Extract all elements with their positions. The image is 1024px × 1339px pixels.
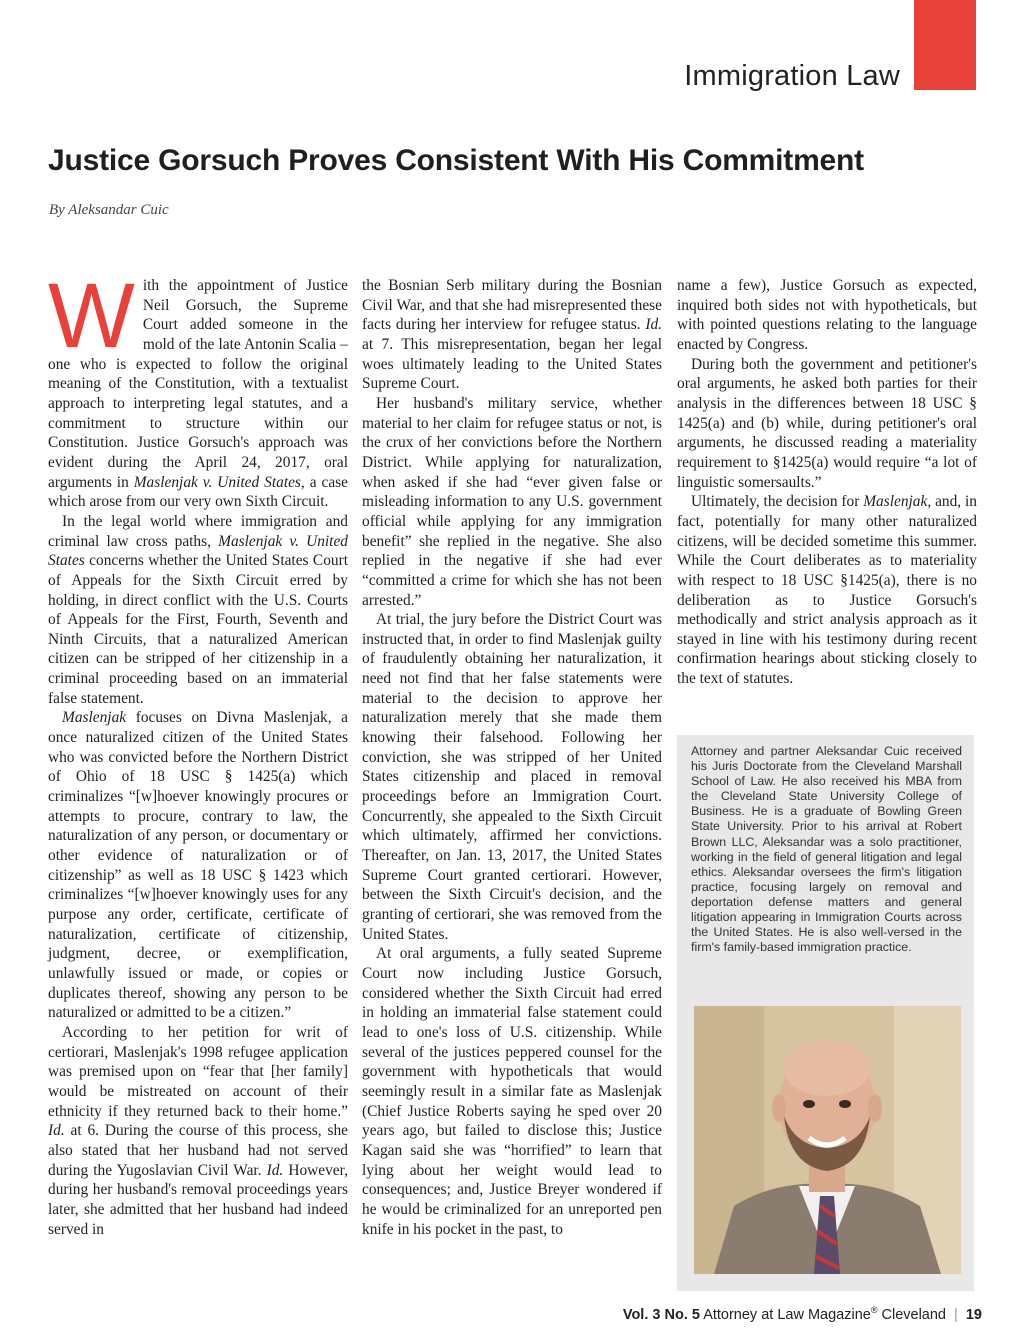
author-bio-box [677,735,974,1291]
paragraph: In the legal world where immigration and criminal law cross paths, Maslenjak v. United States concerns whether the United States Court of Appeals for the Sixth Circuit erred by holding, in direct conflict with the U.S. Courts of Appeals for the First, Fourth, Seventh and Ninth Circuits, that a naturalized American citizen can be stripped of her citizenship in a criminal proceeding based on an immaterial false statement. [48,512,348,707]
footer-separator: | [954,1306,958,1323]
paragraph: During both the government and petitioner's oral arguments, he asked both parties for their analysis in the differences between 18 USC § 1425(a) and (b) while, during petitioner's oral arguments, he discussed reading a materiality requirement to §1425(a) would require “a lot of linguistic somersaults.” [677,355,977,491]
magazine-name: Attorney at Law Magazine [703,1306,871,1323]
paragraph: the Bosnian Serb military during the Bosnian Civil War, and that she had misrepresented these facts during her interview for refugee status. Id. at 7. This misrepresentation, began her legal woes ultimately leading to the United States Supreme Court. [362,277,662,393]
author-photo [694,1006,961,1274]
paragraph: With the appointment of Justice Neil Gorsuch, the Supreme Court added someone in the mold of the late Antonin Scalia – one who is expected to follow the original meaning of the Constitution, with a textualist approach to interpreting legal statutes, and a commitment to structure within our Constitution. Justice Gorsuch's approach was evident during the April 24, 2017, oral arguments in Maslenjak v. United States, a case which arose from our very own Sixth Circuit. [48,265,349,511]
magazine-city: Cleveland [881,1306,947,1323]
article-column-1 [48,265,349,1239]
article-column-3 [677,276,977,689]
paragraph: At oral arguments, a fully seated Supreme Court now including Justice Gorsuch, considered whether the Sixth Circuit had erred in holding an immaterial false statement could lead to one's loss of U.S. citizenship. While several of the justices peppered counsel for the government with hypotheticals that would seemingly result in a similar fate as Maslenjak (Chief Justice Roberts saying he sped over 20 years ago, but failed to disclose this; Justice Kagan said she was “horrified” to learn that lying about her weight would lead to consequences; and, Justice Breyer wondered if he would be criminalized for an unreported pen knife in his pocket in the past, to [362,945,662,1238]
issue-number: Vol. 3 No. 5 [622,1306,700,1323]
registered-mark: ® [870,1305,878,1315]
author-portrait-illustration [694,1006,961,1274]
page-number: 19 [965,1306,982,1323]
paragraph: According to her petition for writ of certiorari, Maslenjak's 1998 refugee application was premised upon on “fear that [her family] would be mistreated on account of their ethnicity if they returned back to their home.” Id. at 6. During the course of this process, she also stated that her husband had not served during the Yugoslavian Civil War. Id. However, during her husband's removal proceedings years later, she admitted that her husband had indeed served in [48,1023,348,1238]
byline: By Aleksandar Cuic [49,202,169,218]
paragraph: name a few), Justice Gorsuch as expected, inquired both sides not with hypotheticals, but with pointed questions relating to the language enacted by Congress. [677,277,977,353]
author-bio-text: Attorney and partner Aleksandar Cuic received his Juris Doctorate from the Cleveland Marshall School of Law. He also received his MBA from the Cleveland State University College of Business. He is a graduate of Bowling Green State University. Prior to his arrival at Robert Brown LLC, Aleksandar was a solo practitioner, working in the field of general litigation and legal ethics. Aleksandar oversees the firm's litigation practice, focusing largely on removal and deportation defense matters and general litigation appearing in Immigration Courts across the United States. He is also well-versed in the firm's family-based immigration practice. [691,744,962,955]
paragraph: At trial, the jury before the District Court was instructed that, in order to find Maslenjak guilty of fraudulently obtaining her naturalization, it need not find that her false statements were material to the decision to approve her naturalization merely that she made them knowing their falsehood. Following her conviction, she was stripped of her United States citizenship and placed in removal proceedings before an Immigration Court. Concurrently, she appealed to the Sixth Circuit which ultimately, affirmed her convictions. Thereafter, on Jan. 13, 2017, the United States Supreme Court granted certiorari. However, between the Sixth Circuit's decision, and the granting of certiorari, she was removed from the United States. [362,611,662,943]
paragraph: Ultimately, the decision for Maslenjak, and, in fact, potentially for many other naturalized citizens, will be decided sometime this summer. While the Court deliberates as to materiality with respect to 18 USC §1425(a), there is no deliberation as to Justice Gorsuch's methodically and strict analysis approach as it stayed in line with his testimony during recent confirmation hearings about sticking closely to the text of statutes. [677,493,977,688]
page-footer [623,1305,982,1323]
section-color-tab [914,0,976,90]
drop-cap: W [48,265,135,367]
section-label: Immigration Law [684,60,900,92]
paragraph: Maslenjak focuses on Divna Maslenjak, a once naturalized citizen of the United States who was convicted before the Northern District of Ohio of 18 USC § 1425(a) which criminalizes “[w]hoever knowingly procures or attempts to procure, contrary to law, the naturalization of any person, or documentary or other evidence of naturalization or of citizenship” as well as 18 USC § 1423 which criminalizes “[w]hoever knowingly uses for any purpose any order, certificate, certificate of naturalization, certificate of citizenship, judgment, decree, or exemplification, unlawfully issued or made, or copies or duplicates thereof, showing any person to be naturalized or admitted to be a citizen.” [48,709,348,1022]
article-title: Justice Gorsuch Proves Consistent With His Commitment [48,144,864,177]
paragraph: Her husband's military service, whether material to her claim for refugee status or not, is the crux of her convictions before the Northern District. While applying for naturalization, when asked if she had “ever given false or misleading information to any U.S. government official while applying for any immigration benefit” she replied in the negative. She also replied in the negative if she had ever “committed a crime for which she has not been arrested.” [362,394,662,609]
article-column-2 [362,276,662,1239]
